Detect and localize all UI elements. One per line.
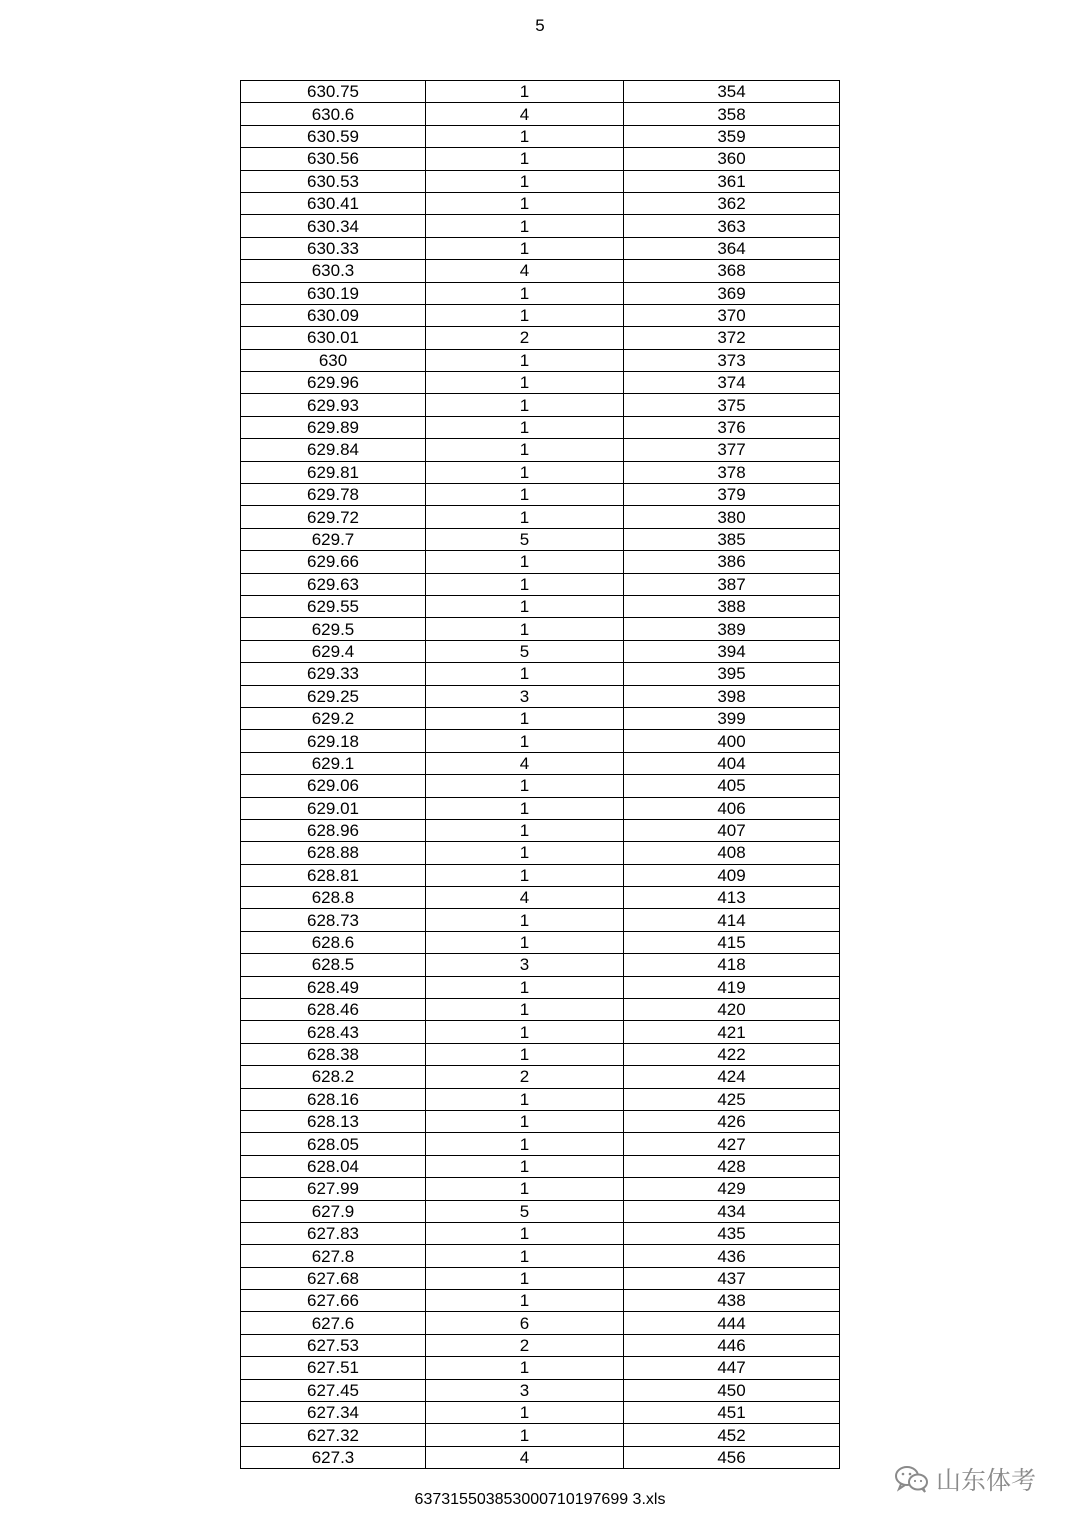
cumulative-cell: 385 [624,528,840,550]
cumulative-cell: 451 [624,1402,840,1424]
score-cell: 627.53 [241,1334,426,1356]
score-cell: 627.99 [241,1178,426,1200]
table-row [241,999,840,1021]
cumulative-cell: 395 [624,663,840,685]
table-row [241,439,840,461]
score-cell: 627.51 [241,1357,426,1379]
cumulative-cell: 359 [624,125,840,147]
count-cell: 5 [426,640,624,662]
count-cell: 1 [426,81,624,103]
count-cell: 1 [426,1424,624,1446]
cumulative-cell: 438 [624,1290,840,1312]
count-cell: 1 [426,775,624,797]
cumulative-cell: 452 [624,1424,840,1446]
table-row [241,1155,840,1177]
count-cell: 1 [426,618,624,640]
count-cell: 1 [426,192,624,214]
score-cell: 629.06 [241,775,426,797]
table-row [241,148,840,170]
table-row [241,1290,840,1312]
score-cell: 629.4 [241,640,426,662]
count-cell: 1 [426,797,624,819]
count-cell: 1 [426,461,624,483]
score-cell: 630.75 [241,81,426,103]
count-cell: 1 [426,1043,624,1065]
table-row [241,372,840,394]
count-cell: 5 [426,528,624,550]
table-row [241,1043,840,1065]
cumulative-cell: 450 [624,1379,840,1401]
count-cell: 2 [426,1334,624,1356]
table-row [241,1178,840,1200]
score-cell: 629.93 [241,394,426,416]
count-cell: 1 [426,304,624,326]
cumulative-cell: 409 [624,864,840,886]
table-row [241,282,840,304]
count-cell: 4 [426,1446,624,1468]
table-row [241,1312,840,1334]
table-row [241,192,840,214]
count-cell: 1 [426,1222,624,1244]
cumulative-cell: 405 [624,775,840,797]
table-row [241,954,840,976]
score-rank-table [240,80,840,1469]
cumulative-cell: 378 [624,461,840,483]
cumulative-cell: 424 [624,1066,840,1088]
score-cell: 629.1 [241,752,426,774]
cumulative-cell: 421 [624,1021,840,1043]
cumulative-cell: 446 [624,1334,840,1356]
count-cell: 1 [426,237,624,259]
cumulative-cell: 389 [624,618,840,640]
cumulative-cell: 436 [624,1245,840,1267]
count-cell: 4 [426,260,624,282]
table-row [241,484,840,506]
wechat-icon [894,1464,930,1494]
watermark [894,1461,1036,1497]
cumulative-cell: 363 [624,215,840,237]
score-cell: 629.33 [241,663,426,685]
score-cell: 627.83 [241,1222,426,1244]
score-cell: 630.6 [241,103,426,125]
score-cell: 628.81 [241,864,426,886]
score-cell: 629.63 [241,573,426,595]
count-cell: 1 [426,1267,624,1289]
table-row [241,1110,840,1132]
score-cell: 628.96 [241,819,426,841]
score-cell: 629.78 [241,484,426,506]
count-cell: 1 [426,1402,624,1424]
count-cell: 1 [426,1245,624,1267]
table-row [241,842,840,864]
cumulative-cell: 456 [624,1446,840,1468]
score-cell: 627.8 [241,1245,426,1267]
table-row [241,1200,840,1222]
cumulative-cell: 418 [624,954,840,976]
table-row [241,1357,840,1379]
table-row [241,237,840,259]
count-cell: 1 [426,1088,624,1110]
score-cell: 627.32 [241,1424,426,1446]
table-row [241,618,840,640]
cumulative-cell: 415 [624,931,840,953]
score-cell: 628.46 [241,999,426,1021]
count-cell: 3 [426,1379,624,1401]
cumulative-cell: 368 [624,260,840,282]
table-row [241,909,840,931]
cumulative-cell: 419 [624,976,840,998]
table-row [241,887,840,909]
count-cell: 1 [426,663,624,685]
table-row [241,976,840,998]
cumulative-cell: 447 [624,1357,840,1379]
cumulative-cell: 380 [624,506,840,528]
cumulative-cell: 404 [624,752,840,774]
score-cell: 628.43 [241,1021,426,1043]
table-row [241,260,840,282]
cumulative-cell: 376 [624,416,840,438]
score-cell: 630.56 [241,148,426,170]
cumulative-cell: 408 [624,842,840,864]
count-cell: 1 [426,170,624,192]
count-cell: 1 [426,439,624,461]
cumulative-cell: 373 [624,349,840,371]
table-row [241,327,840,349]
count-cell: 1 [426,394,624,416]
count-cell: 2 [426,327,624,349]
table-row [241,752,840,774]
table-row [241,775,840,797]
score-cell: 629.72 [241,506,426,528]
score-cell: 630.3 [241,260,426,282]
table-row [241,304,840,326]
score-cell: 627.3 [241,1446,426,1468]
table-row [241,819,840,841]
score-cell: 629.81 [241,461,426,483]
table-row [241,1424,840,1446]
count-cell: 1 [426,372,624,394]
score-cell: 628.04 [241,1155,426,1177]
score-cell: 630.59 [241,125,426,147]
score-cell: 628.13 [241,1110,426,1132]
score-cell: 628.38 [241,1043,426,1065]
count-cell: 1 [426,484,624,506]
table-row [241,103,840,125]
count-cell: 1 [426,730,624,752]
count-cell: 4 [426,103,624,125]
table-row [241,1379,840,1401]
cumulative-cell: 372 [624,327,840,349]
cumulative-cell: 420 [624,999,840,1021]
table-row [241,797,840,819]
table-row [241,125,840,147]
score-cell: 630.19 [241,282,426,304]
table-row [241,461,840,483]
score-cell: 629.5 [241,618,426,640]
cumulative-cell: 427 [624,1133,840,1155]
count-cell: 1 [426,349,624,371]
cumulative-cell: 386 [624,551,840,573]
table-row [241,416,840,438]
cumulative-cell: 388 [624,595,840,617]
table-row [241,864,840,886]
cumulative-cell: 437 [624,1267,840,1289]
score-cell: 629.96 [241,372,426,394]
score-cell: 628.05 [241,1133,426,1155]
score-cell: 628.8 [241,887,426,909]
count-cell: 1 [426,707,624,729]
page-number: 5 [535,16,545,35]
cumulative-cell: 398 [624,685,840,707]
count-cell: 3 [426,685,624,707]
score-cell: 627.9 [241,1200,426,1222]
cumulative-cell: 370 [624,304,840,326]
table-row [241,506,840,528]
score-cell: 629.01 [241,797,426,819]
table-row [241,394,840,416]
score-cell: 627.68 [241,1267,426,1289]
table-row [241,170,840,192]
table-row [241,685,840,707]
table-row [241,1021,840,1043]
table-row [241,730,840,752]
score-cell: 627.34 [241,1402,426,1424]
score-cell: 629.7 [241,528,426,550]
score-cell: 627.66 [241,1290,426,1312]
score-cell: 628.73 [241,909,426,931]
count-cell: 1 [426,416,624,438]
table-row [241,528,840,550]
count-cell: 1 [426,1155,624,1177]
table-row [241,573,840,595]
cumulative-cell: 354 [624,81,840,103]
table-row [241,1088,840,1110]
table-row [241,1402,840,1424]
cumulative-cell: 407 [624,819,840,841]
table-body [241,81,840,1469]
score-cell: 629.89 [241,416,426,438]
cumulative-cell: 434 [624,1200,840,1222]
score-cell: 627.6 [241,1312,426,1334]
score-cell: 628.49 [241,976,426,998]
table-row [241,1066,840,1088]
cumulative-cell: 444 [624,1312,840,1334]
count-cell: 6 [426,1312,624,1334]
count-cell: 2 [426,1066,624,1088]
score-cell: 630.33 [241,237,426,259]
score-cell: 629.84 [241,439,426,461]
table-row [241,1334,840,1356]
cumulative-cell: 358 [624,103,840,125]
cumulative-cell: 426 [624,1110,840,1132]
table-row [241,931,840,953]
count-cell: 1 [426,819,624,841]
cumulative-cell: 362 [624,192,840,214]
count-cell: 1 [426,1110,624,1132]
table-row [241,349,840,371]
count-cell: 1 [426,1021,624,1043]
count-cell: 1 [426,1290,624,1312]
score-cell: 630.09 [241,304,426,326]
count-cell: 1 [426,909,624,931]
count-cell: 4 [426,887,624,909]
count-cell: 4 [426,752,624,774]
cumulative-cell: 435 [624,1222,840,1244]
count-cell: 1 [426,999,624,1021]
table-row [241,1133,840,1155]
cumulative-cell: 379 [624,484,840,506]
cumulative-cell: 414 [624,909,840,931]
table-row [241,640,840,662]
table-row [241,1267,840,1289]
count-cell: 1 [426,125,624,147]
cumulative-cell: 422 [624,1043,840,1065]
footer-filename: 637315503853000710197699 3.xls [414,1491,666,1508]
score-cell: 629.55 [241,595,426,617]
score-cell: 630.34 [241,215,426,237]
score-cell: 628.2 [241,1066,426,1088]
count-cell: 1 [426,282,624,304]
count-cell: 1 [426,931,624,953]
table-row [241,1446,840,1468]
cumulative-cell: 394 [624,640,840,662]
count-cell: 5 [426,1200,624,1222]
cumulative-cell: 364 [624,237,840,259]
score-cell: 628.88 [241,842,426,864]
cumulative-cell: 375 [624,394,840,416]
count-cell: 1 [426,595,624,617]
table-row [241,663,840,685]
count-cell: 3 [426,954,624,976]
cumulative-cell: 361 [624,170,840,192]
score-cell: 630.41 [241,192,426,214]
count-cell: 1 [426,1133,624,1155]
cumulative-cell: 387 [624,573,840,595]
count-cell: 1 [426,1357,624,1379]
table-row [241,215,840,237]
count-cell: 1 [426,148,624,170]
score-cell: 627.45 [241,1379,426,1401]
cumulative-cell: 406 [624,797,840,819]
cumulative-cell: 400 [624,730,840,752]
cumulative-cell: 377 [624,439,840,461]
score-cell: 628.16 [241,1088,426,1110]
count-cell: 1 [426,976,624,998]
cumulative-cell: 399 [624,707,840,729]
count-cell: 1 [426,551,624,573]
score-cell: 629.2 [241,707,426,729]
cumulative-cell: 413 [624,887,840,909]
score-cell: 628.6 [241,931,426,953]
watermark-text: 山东体考 [936,1466,1037,1495]
table-row [241,595,840,617]
table-row [241,551,840,573]
cumulative-cell: 369 [624,282,840,304]
count-cell: 1 [426,506,624,528]
table-row [241,1222,840,1244]
count-cell: 1 [426,215,624,237]
count-cell: 1 [426,864,624,886]
score-cell: 630.01 [241,327,426,349]
score-cell: 629.18 [241,730,426,752]
score-cell: 629.66 [241,551,426,573]
score-cell: 628.5 [241,954,426,976]
cumulative-cell: 429 [624,1178,840,1200]
score-cell: 630.53 [241,170,426,192]
count-cell: 1 [426,573,624,595]
cumulative-cell: 428 [624,1155,840,1177]
cumulative-cell: 425 [624,1088,840,1110]
table-row [241,1245,840,1267]
score-cell: 630 [241,349,426,371]
table-row [241,707,840,729]
count-cell: 1 [426,842,624,864]
cumulative-cell: 374 [624,372,840,394]
table-row [241,81,840,103]
cumulative-cell: 360 [624,148,840,170]
count-cell: 1 [426,1178,624,1200]
score-cell: 629.25 [241,685,426,707]
